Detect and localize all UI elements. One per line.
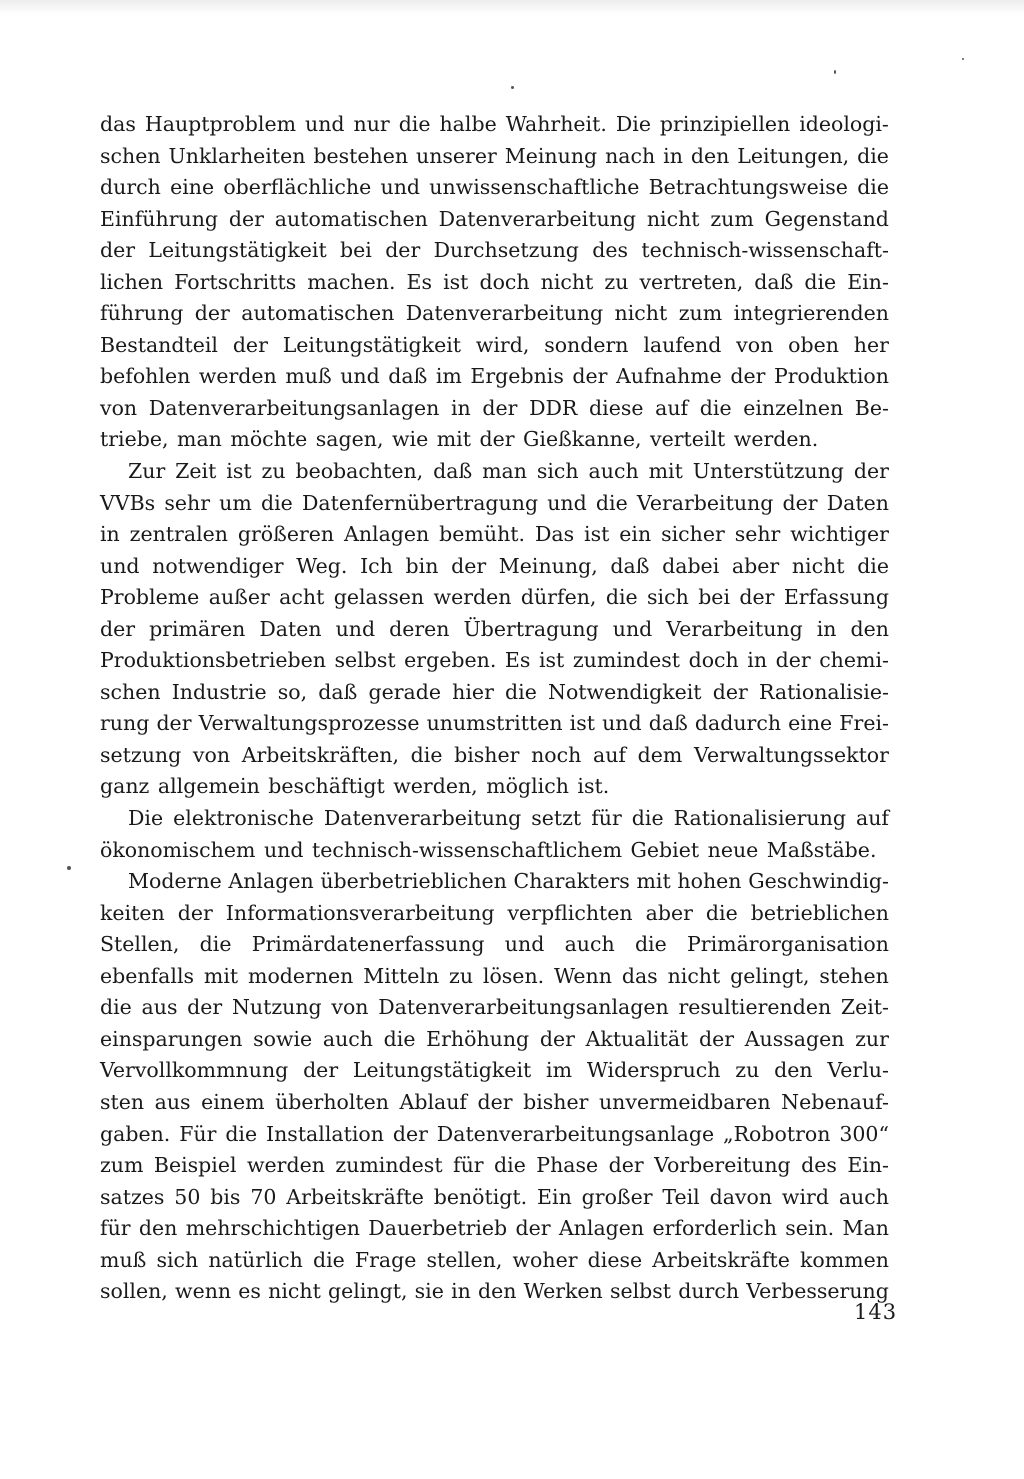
text-line: einsparungen sowie auch die Erhöhung der Aktualität der Aussagen zur — [100, 1026, 889, 1051]
text-line: führung der automatischen Datenverarbeitung nicht zum integrierenden — [100, 301, 889, 326]
scan-speck — [962, 58, 964, 60]
scan-speck — [67, 866, 71, 870]
text-line: und notwendiger Weg. Ich bin der Meinung, daß dabei aber nicht die — [100, 553, 889, 578]
text-line: schen Unklarheiten bestehen unserer Meinung nach in den Leitungen, die — [100, 143, 889, 168]
scan-speck — [834, 70, 836, 74]
page-number: 143 — [854, 1300, 898, 1324]
text-line: lichen Fortschritts machen. Es ist doch nicht zu vertreten, daß die Ein- — [100, 269, 889, 294]
scan-edge-shadow — [0, 0, 1024, 14]
text-line: ebenfalls mit modernen Mitteln zu lösen. Wenn das nicht gelingt, stehen — [100, 963, 889, 988]
text-line: von Datenverarbeitungsanlagen in der DDR diese auf die einzelnen Be- — [100, 395, 889, 420]
text-line: das Hauptproblem und nur die halbe Wahrheit. Die prinzipiellen ideologi- — [100, 112, 889, 136]
text-line: der Leitungstätigkeit bei der Durchsetzung des technisch-wissenschaft- — [100, 238, 889, 263]
text-line: rung der Verwaltungsprozesse unumstritten ist und daß dadurch eine Frei- — [100, 711, 889, 736]
text-line: schen Industrie so, daß gerade hier die Notwendigkeit der Rationalisie- — [100, 679, 889, 704]
text-line: ganz allgemein beschäftigt werden, möglich ist. — [100, 774, 610, 799]
text-line: sten aus einem überholten Ablauf der bisher unvermeidbaren Nebenauf- — [100, 1089, 889, 1114]
text-line: muß sich natürlich die Frage stellen, woher diese Arbeitskräfte kommen — [100, 1247, 889, 1272]
text-line: befohlen werden muß und daß im Ergebnis der Aufnahme der Produktion — [100, 364, 889, 389]
text-line: für den mehrschichtigen Dauerbetrieb der Anlagen erforderlich sein. Man — [100, 1216, 889, 1241]
text-line: gaben. Für die Installation der Datenverarbeitungsanlage „Robotron 300“ — [100, 1121, 889, 1146]
text-line: Probleme außer acht gelassen werden dürfen, die sich bei der Erfassung — [100, 585, 889, 610]
text-line: Stellen, die Primärdatenerfassung und auch die Primärorganisation — [100, 932, 889, 957]
text-line: VVBs sehr um die Datenfernübertragung und die Verarbeitung der Daten — [100, 490, 889, 515]
text-line: der primären Daten und deren Übertragung und Verarbeitung in den — [100, 616, 889, 641]
text-line: Zur Zeit ist zu beobachten, daß man sich auch mit Unterstützung der — [128, 459, 889, 484]
text-line: triebe, man möchte sagen, wie mit der Gießkanne, verteilt werden. — [100, 427, 819, 452]
text-line: ökonomischem und technisch-wissenschaftlichem Gebiet neue Maßstäbe. — [100, 837, 877, 862]
text-line: die aus der Nutzung von Datenverarbeitungsanlagen resultierenden Zeit- — [100, 995, 889, 1020]
text-line: durch eine oberflächliche und unwissenschaftliche Betrachtungsweise die — [100, 175, 889, 200]
text-line: Die elektronische Datenverarbeitung setzt für die Rationalisierung auf — [128, 806, 889, 831]
text-line: keiten der Informationsverarbeitung verpflichten aber die betrieblichen — [100, 900, 889, 925]
text-line: Vervollkommnung der Leitungstätigkeit im Widerspruch zu den Verlu- — [100, 1058, 889, 1083]
text-line: Moderne Anlagen überbetrieblichen Charakters mit hohen Geschwindig- — [128, 869, 889, 894]
text-line: sollen, wenn es nicht gelingt, sie in den Werken selbst durch Verbesserung — [100, 1279, 889, 1304]
text-line: satzes 50 bis 70 Arbeitskräfte benötigt. Ein großer Teil davon wird auch — [100, 1184, 889, 1209]
text-line: Einführung der automatischen Datenverarbeitung nicht zum Gegenstand — [100, 206, 889, 231]
body-text — [100, 109, 889, 1308]
text-line: in zentralen größeren Anlagen bemüht. Das ist ein sicher sehr wichtiger — [100, 522, 889, 547]
scan-speck — [511, 86, 514, 89]
text-line: Produktionsbetrieben selbst ergeben. Es ist zumindest doch in der chemi- — [100, 648, 889, 673]
text-line: setzung von Arbeitskräften, die bisher noch auf dem Verwaltungssektor — [100, 742, 889, 767]
text-line: Bestandteil der Leitungstätigkeit wird, sondern laufend von oben her — [100, 332, 889, 357]
text-line: zum Beispiel werden zumindest für die Phase der Vorbereitung des Ein- — [100, 1153, 889, 1178]
